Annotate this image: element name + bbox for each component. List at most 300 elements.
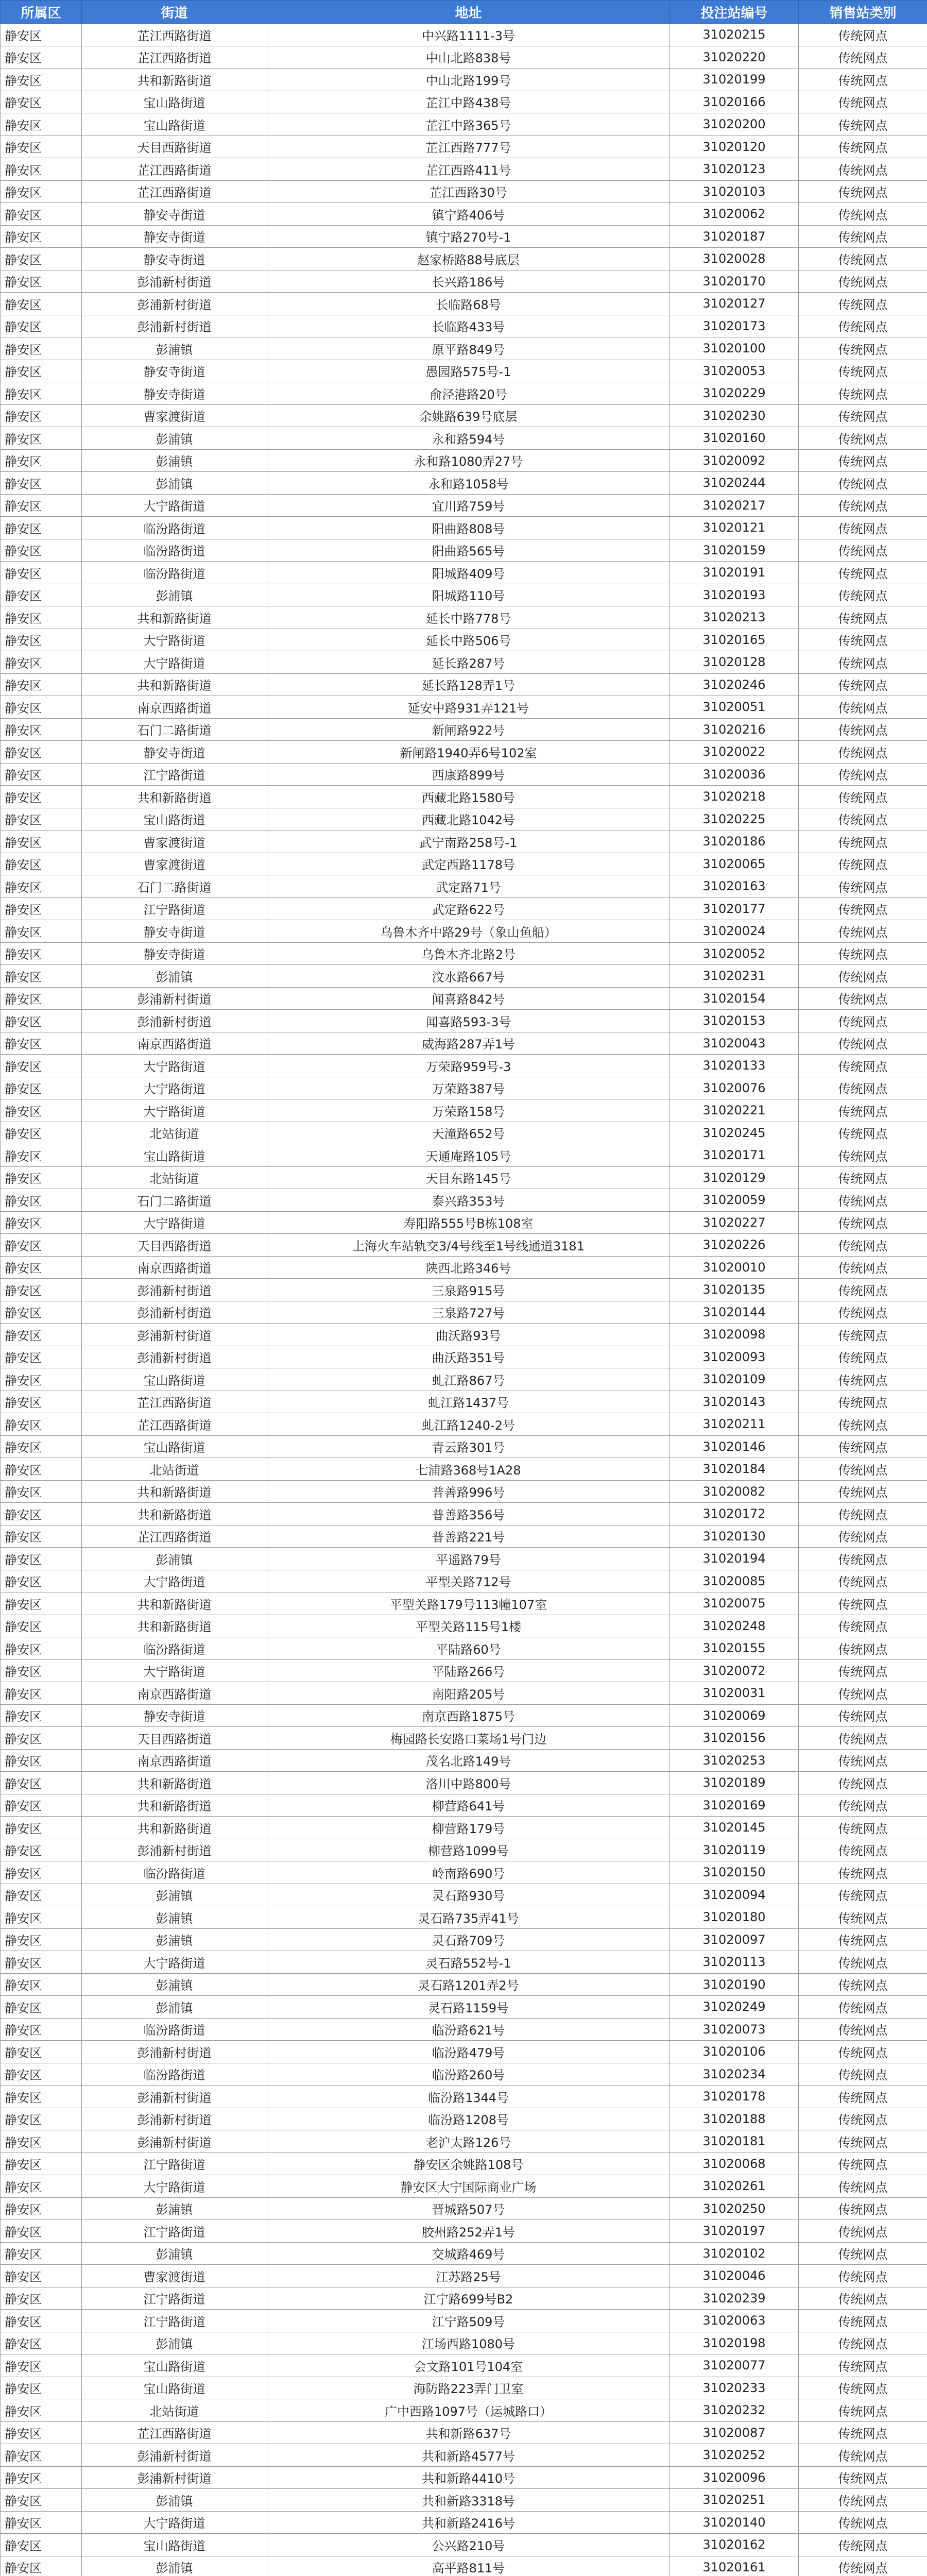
station-id-cell: 31020197	[670, 2220, 799, 2243]
street-cell: 彭浦新村街道	[82, 2108, 267, 2130]
address-cell: 交城路469号	[267, 2242, 670, 2265]
street-cell: 共和新路街道	[82, 1772, 267, 1794]
address-cell: 江苏路25号	[267, 2265, 670, 2287]
station-id-cell: 31020163	[670, 875, 799, 898]
street-cell: 大宁路街道	[82, 2175, 267, 2198]
district-cell: 静安区	[1, 315, 82, 337]
station-type-cell: 传统网点	[799, 46, 927, 69]
station-id-cell: 31020010	[670, 1256, 799, 1279]
address-cell: 寿阳路555号B栋108室	[267, 1211, 670, 1234]
street-cell: 彭浦镇	[82, 2197, 267, 2220]
address-cell: 西藏北路1580号	[267, 786, 670, 808]
address-cell: 陕西北路346号	[267, 1256, 670, 1279]
table-row	[1, 651, 927, 674]
station-type-cell: 传统网点	[799, 1211, 927, 1234]
street-cell: 曹家渡街道	[82, 853, 267, 875]
street-cell: 曹家渡街道	[82, 831, 267, 853]
station-type-cell: 传统网点	[799, 180, 927, 203]
address-cell: 万荣路158号	[267, 1099, 670, 1122]
district-cell: 静安区	[1, 718, 82, 741]
table-row	[1, 718, 927, 741]
station-id-cell: 31020031	[670, 1682, 799, 1705]
street-cell: 彭浦新村街道	[82, 2086, 267, 2108]
table-row	[1, 1435, 927, 1458]
table-row	[1, 1772, 927, 1794]
station-id-cell: 31020113	[670, 1951, 799, 1974]
street-cell: 彭浦新村街道	[82, 1839, 267, 1861]
table-row	[1, 629, 927, 651]
station-id-cell: 31020191	[670, 562, 799, 584]
street-cell: 彭浦镇	[82, 965, 267, 988]
table-row	[1, 203, 927, 226]
district-cell: 静安区	[1, 2041, 82, 2063]
table-row	[1, 1817, 927, 1839]
station-id-cell: 31020153	[670, 1010, 799, 1032]
table-row	[1, 987, 927, 1010]
street-cell: 南京西路街道	[82, 1032, 267, 1055]
address-cell: 芷江西路411号	[267, 158, 670, 181]
street-cell: 静安寺街道	[82, 360, 267, 382]
district-cell: 静安区	[1, 2421, 82, 2444]
district-cell: 静安区	[1, 2197, 82, 2220]
station-id-cell: 31020022	[670, 741, 799, 764]
district-cell: 静安区	[1, 1592, 82, 1615]
station-id-cell: 31020246	[670, 673, 799, 696]
station-type-cell: 传统网点	[799, 1525, 927, 1548]
district-cell: 静安区	[1, 1166, 82, 1189]
street-cell: 静安寺街道	[82, 942, 267, 965]
station-type-cell: 传统网点	[799, 831, 927, 853]
district-cell: 静安区	[1, 69, 82, 91]
address-cell: 灵石路1201弄2号	[267, 1973, 670, 1996]
station-type-cell: 传统网点	[799, 1368, 927, 1391]
district-cell: 静安区	[1, 1996, 82, 2019]
street-cell: 芷江西路街道	[82, 180, 267, 203]
table-row	[1, 1951, 927, 1974]
district-cell: 静安区	[1, 1301, 82, 1324]
street-cell: 南京西路街道	[82, 1682, 267, 1705]
station-type-cell: 传统网点	[799, 2242, 927, 2265]
station-type-cell: 传统网点	[799, 1435, 927, 1458]
station-id-cell: 31020036	[670, 763, 799, 786]
street-cell: 彭浦镇	[82, 472, 267, 495]
station-type-cell: 传统网点	[799, 1166, 927, 1189]
district-cell: 静安区	[1, 472, 82, 495]
district-cell: 静安区	[1, 741, 82, 764]
station-id-cell: 31020053	[670, 360, 799, 382]
district-cell: 静安区	[1, 1951, 82, 1974]
address-cell: 武定路71号	[267, 875, 670, 898]
table-row	[1, 2175, 927, 2198]
station-id-cell: 31020102	[670, 2242, 799, 2265]
station-type-cell: 传统网点	[799, 696, 927, 719]
address-cell: 芷江西路777号	[267, 135, 670, 158]
table-row	[1, 91, 927, 113]
station-id-cell: 31020087	[670, 2421, 799, 2444]
table-row	[1, 449, 927, 472]
station-id-cell: 31020076	[670, 1077, 799, 1099]
table-row	[1, 2265, 927, 2287]
district-cell: 静安区	[1, 113, 82, 136]
district-cell: 静安区	[1, 2018, 82, 2041]
table-row	[1, 1256, 927, 1279]
district-cell: 静安区	[1, 517, 82, 539]
street-cell: 彭浦镇	[82, 1928, 267, 1951]
station-type-cell: 传统网点	[799, 718, 927, 741]
address-cell: 静安区大宁国际商业广场	[267, 2175, 670, 2198]
station-id-cell: 31020133	[670, 1055, 799, 1077]
district-cell: 静安区	[1, 1435, 82, 1458]
street-cell: 共和新路街道	[82, 1480, 267, 1503]
street-cell: 芷江西路街道	[82, 24, 267, 46]
district-cell: 静安区	[1, 2332, 82, 2354]
station-id-cell: 31020190	[670, 1973, 799, 1996]
table-row	[1, 1099, 927, 1122]
station-id-cell: 31020193	[670, 584, 799, 606]
district-cell: 静安区	[1, 1884, 82, 1906]
station-type-cell: 传统网点	[799, 2489, 927, 2512]
district-cell: 静安区	[1, 1010, 82, 1032]
address-cell: 天通庵路105号	[267, 1144, 670, 1167]
station-id-cell: 31020109	[670, 1368, 799, 1391]
table-row	[1, 427, 927, 450]
station-id-cell: 31020106	[670, 2041, 799, 2063]
street-cell: 彭浦镇	[82, 1973, 267, 1996]
table-row	[1, 1973, 927, 1996]
street-cell: 芷江西路街道	[82, 158, 267, 181]
station-id-cell: 31020229	[670, 382, 799, 405]
station-type-cell: 传统网点	[799, 1592, 927, 1615]
address-cell: 中兴路1111-3号	[267, 24, 670, 46]
district-cell: 静安区	[1, 1772, 82, 1794]
table-row	[1, 584, 927, 606]
station-id-cell: 31020143	[670, 1391, 799, 1413]
table-row	[1, 225, 927, 248]
station-id-cell: 31020100	[670, 337, 799, 360]
address-cell: 中山北路199号	[267, 69, 670, 91]
table-row	[1, 2041, 927, 2063]
table-row	[1, 270, 927, 293]
street-cell: 彭浦镇	[82, 1884, 267, 1906]
station-type-cell: 传统网点	[799, 1704, 927, 1727]
table-row	[1, 539, 927, 562]
table-row	[1, 1166, 927, 1189]
station-id-cell: 31020217	[670, 494, 799, 517]
station-id-cell: 31020181	[670, 2130, 799, 2153]
station-type-cell: 传统网点	[799, 1861, 927, 1884]
street-cell: 彭浦新村街道	[82, 293, 267, 315]
address-cell: 柳营路641号	[267, 1794, 670, 1817]
table-row	[1, 1548, 927, 1570]
address-cell: 岭南路690号	[267, 1861, 670, 1884]
address-cell: 武宁南路258号-1	[267, 831, 670, 853]
street-cell: 临汾路街道	[82, 517, 267, 539]
station-type-cell: 传统网点	[799, 1413, 927, 1436]
station-id-cell: 31020062	[670, 203, 799, 226]
table-row	[1, 472, 927, 495]
table-row	[1, 1077, 927, 1099]
district-cell: 静安区	[1, 2399, 82, 2422]
table-row	[1, 113, 927, 136]
table-row	[1, 2466, 927, 2489]
station-id-cell: 31020150	[670, 1861, 799, 1884]
station-id-cell: 31020194	[670, 1548, 799, 1570]
station-id-cell: 31020075	[670, 1592, 799, 1615]
street-cell: 宝山路街道	[82, 91, 267, 113]
station-id-cell: 31020065	[670, 853, 799, 875]
table-row	[1, 2018, 927, 2041]
station-type-cell: 传统网点	[799, 539, 927, 562]
district-cell: 静安区	[1, 1839, 82, 1861]
district-cell: 静安区	[1, 158, 82, 181]
table-row	[1, 1480, 927, 1503]
address-cell: 长临路433号	[267, 315, 670, 337]
district-cell: 静安区	[1, 808, 82, 831]
address-cell: 长临路68号	[267, 293, 670, 315]
table-row	[1, 404, 927, 427]
station-id-cell: 31020092	[670, 449, 799, 472]
street-cell: 芷江西路街道	[82, 1391, 267, 1413]
address-cell: 三泉路727号	[267, 1301, 670, 1324]
street-cell: 北站街道	[82, 1122, 267, 1144]
station-type-cell: 传统网点	[799, 382, 927, 405]
table-row	[1, 741, 927, 764]
district-cell: 静安区	[1, 1704, 82, 1727]
station-type-cell: 传统网点	[799, 1906, 927, 1929]
street-cell: 宝山路街道	[82, 2377, 267, 2399]
street-cell: 彭浦新村街道	[82, 270, 267, 293]
address-cell: 永和路1058号	[267, 472, 670, 495]
station-id-cell: 31020186	[670, 831, 799, 853]
station-id-cell: 31020098	[670, 1324, 799, 1346]
address-cell: 灵石路1159号	[267, 1996, 670, 2019]
address-cell: 乌鲁木齐北路2号	[267, 942, 670, 965]
address-cell: 芷江中路365号	[267, 113, 670, 136]
address-cell: 宜川路759号	[267, 494, 670, 517]
address-cell: 虬江路1437号	[267, 1391, 670, 1413]
station-type-cell: 传统网点	[799, 584, 927, 606]
table-row	[1, 382, 927, 405]
station-id-cell: 31020261	[670, 2175, 799, 2198]
station-id-cell: 31020024	[670, 920, 799, 943]
station-type-cell: 传统网点	[799, 293, 927, 315]
address-cell: 延长路128弄1号	[267, 673, 670, 696]
table-row	[1, 248, 927, 270]
street-cell: 宝山路街道	[82, 1368, 267, 1391]
district-cell: 静安区	[1, 897, 82, 920]
table-row	[1, 1413, 927, 1436]
address-cell: 灵石路552号-1	[267, 1951, 670, 1974]
table-row	[1, 831, 927, 853]
street-cell: 彭浦新村街道	[82, 1301, 267, 1324]
street-cell: 大宁路街道	[82, 2511, 267, 2534]
address-cell: 共和新路2416号	[267, 2511, 670, 2534]
district-cell: 静安区	[1, 673, 82, 696]
station-type-cell: 传统网点	[799, 1659, 927, 1682]
address-cell: 闻喜路842号	[267, 987, 670, 1010]
street-cell: 彭浦新村街道	[82, 315, 267, 337]
street-cell: 彭浦新村街道	[82, 2041, 267, 2063]
station-type-cell: 传统网点	[799, 875, 927, 898]
station-id-cell: 31020165	[670, 629, 799, 651]
station-id-cell: 31020211	[670, 1413, 799, 1436]
station-id-cell: 31020200	[670, 113, 799, 136]
table-row	[1, 2399, 927, 2422]
address-cell: 平陆路60号	[267, 1637, 670, 1660]
station-type-cell: 传统网点	[799, 1817, 927, 1839]
station-type-cell: 传统网点	[799, 1637, 927, 1660]
district-cell: 静安区	[1, 1413, 82, 1436]
district-cell: 静安区	[1, 1324, 82, 1346]
station-type-cell: 传统网点	[799, 942, 927, 965]
station-type-cell: 传统网点	[799, 1884, 927, 1906]
district-cell: 静安区	[1, 2130, 82, 2153]
table-row	[1, 2332, 927, 2354]
table-row	[1, 180, 927, 203]
street-cell: 静安寺街道	[82, 203, 267, 226]
station-id-cell: 31020161	[670, 2556, 799, 2576]
address-cell: 乌鲁木齐中路29号（象山鱼船）	[267, 920, 670, 943]
address-cell: 愚园路575号-1	[267, 360, 670, 382]
street-cell: 大宁路街道	[82, 1077, 267, 1099]
street-cell: 曹家渡街道	[82, 2265, 267, 2287]
street-cell: 彭浦镇	[82, 2556, 267, 2576]
district-cell: 静安区	[1, 562, 82, 584]
station-type-cell: 传统网点	[799, 1077, 927, 1099]
station-type-cell: 传统网点	[799, 69, 927, 91]
table-row	[1, 1861, 927, 1884]
station-type-cell: 传统网点	[799, 2310, 927, 2332]
district-cell: 静安区	[1, 1637, 82, 1660]
district-cell: 静安区	[1, 449, 82, 472]
street-cell: 彭浦新村街道	[82, 2444, 267, 2467]
district-cell: 静安区	[1, 696, 82, 719]
district-cell: 静安区	[1, 135, 82, 158]
street-cell: 彭浦镇	[82, 1548, 267, 1570]
station-type-cell: 传统网点	[799, 1749, 927, 1772]
station-type-cell: 传统网点	[799, 315, 927, 337]
address-cell: 阳城路409号	[267, 562, 670, 584]
station-type-cell: 传统网点	[799, 1548, 927, 1570]
station-type-cell: 传统网点	[799, 673, 927, 696]
table-row	[1, 2220, 927, 2243]
station-id-cell: 31020198	[670, 2332, 799, 2354]
street-cell: 宝山路街道	[82, 1435, 267, 1458]
column-header-station-id: 投注站编号	[670, 1, 799, 24]
district-cell: 静安区	[1, 1794, 82, 1817]
address-cell: 西康路899号	[267, 763, 670, 786]
table-row	[1, 1301, 927, 1324]
station-type-cell: 传统网点	[799, 920, 927, 943]
station-id-cell: 31020119	[670, 1839, 799, 1861]
street-cell: 曹家渡街道	[82, 404, 267, 427]
street-cell: 静安寺街道	[82, 248, 267, 270]
street-cell: 石门二路街道	[82, 1189, 267, 1212]
station-id-cell: 31020218	[670, 786, 799, 808]
address-cell: 广中西路1097号（运城路口）	[267, 2399, 670, 2422]
station-type-cell: 传统网点	[799, 1682, 927, 1705]
station-id-cell: 31020251	[670, 2489, 799, 2512]
address-cell: 洛川中路800号	[267, 1772, 670, 1794]
table-row	[1, 1525, 927, 1548]
table-row	[1, 1032, 927, 1055]
address-cell: 武定路622号	[267, 897, 670, 920]
street-cell: 芷江西路街道	[82, 1413, 267, 1436]
address-cell: 阳城路110号	[267, 584, 670, 606]
station-type-cell: 传统网点	[799, 606, 927, 629]
table-row	[1, 1189, 927, 1212]
station-type-cell: 传统网点	[799, 517, 927, 539]
table-row	[1, 2242, 927, 2265]
district-cell: 静安区	[1, 2466, 82, 2489]
station-type-cell: 传统网点	[799, 427, 927, 450]
station-id-cell: 31020103	[670, 180, 799, 203]
district-cell: 静安区	[1, 1458, 82, 1481]
address-cell: 万荣路959号-3	[267, 1055, 670, 1077]
street-cell: 南京西路街道	[82, 696, 267, 719]
address-cell: 普善路996号	[267, 1480, 670, 1503]
address-cell: 原平路849号	[267, 337, 670, 360]
address-cell: 平型关路712号	[267, 1570, 670, 1592]
address-cell: 共和新路4577号	[267, 2444, 670, 2467]
station-id-cell: 31020177	[670, 897, 799, 920]
address-cell: 武定西路1178号	[267, 853, 670, 875]
table-row	[1, 1704, 927, 1727]
street-cell: 共和新路街道	[82, 786, 267, 808]
street-cell: 大宁路街道	[82, 494, 267, 517]
station-id-cell: 31020232	[670, 2399, 799, 2422]
street-cell: 彭浦镇	[82, 2332, 267, 2354]
address-cell: 江宁路509号	[267, 2310, 670, 2332]
district-cell: 静安区	[1, 1391, 82, 1413]
station-type-cell: 传统网点	[799, 1480, 927, 1503]
table-row	[1, 494, 927, 517]
address-cell: 曲沃路351号	[267, 1346, 670, 1368]
table-row	[1, 897, 927, 920]
district-cell: 静安区	[1, 293, 82, 315]
address-cell: 万荣路387号	[267, 1077, 670, 1099]
street-cell: 彭浦新村街道	[82, 2466, 267, 2489]
district-cell: 静安区	[1, 24, 82, 46]
street-cell: 临汾路街道	[82, 562, 267, 584]
street-cell: 彭浦镇	[82, 2242, 267, 2265]
station-type-cell: 传统网点	[799, 987, 927, 1010]
street-cell: 江宁路街道	[82, 2310, 267, 2332]
station-id-cell: 31020173	[670, 315, 799, 337]
station-type-cell: 传统网点	[799, 2220, 927, 2243]
station-type-cell: 传统网点	[799, 741, 927, 764]
station-type-cell: 传统网点	[799, 449, 927, 472]
station-id-cell: 31020123	[670, 158, 799, 181]
station-type-cell: 传统网点	[799, 1615, 927, 1637]
station-type-cell: 传统网点	[799, 1189, 927, 1212]
station-id-cell: 31020226	[670, 1234, 799, 1257]
district-cell: 静安区	[1, 1055, 82, 1077]
address-cell: 临汾路260号	[267, 2063, 670, 2086]
address-cell: 天潼路652号	[267, 1122, 670, 1144]
address-cell: 晋城路507号	[267, 2197, 670, 2220]
district-cell: 静安区	[1, 1861, 82, 1884]
station-type-cell: 传统网点	[799, 360, 927, 382]
station-type-cell: 传统网点	[799, 2534, 927, 2556]
street-cell: 大宁路街道	[82, 651, 267, 674]
column-header-street: 街道	[82, 1, 267, 24]
station-id-cell: 31020184	[670, 1458, 799, 1481]
station-type-cell: 传统网点	[799, 404, 927, 427]
station-type-cell: 传统网点	[799, 1144, 927, 1167]
address-cell: 新闸路1940弄6号102室	[267, 741, 670, 764]
station-type-cell: 传统网点	[799, 2287, 927, 2310]
